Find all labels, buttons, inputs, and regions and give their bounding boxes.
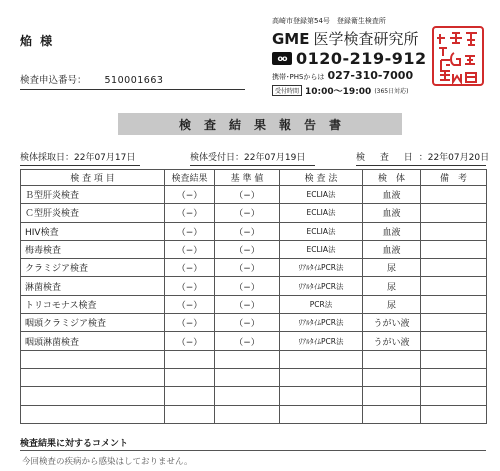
received-date: 検体受付日：22年07月19日 (190, 150, 315, 166)
cell-note (421, 259, 487, 277)
cell-specimen: 血液 (363, 186, 421, 204)
cell-item: Ｂ型肝炎検査 (21, 186, 165, 204)
reception-hours (272, 84, 432, 97)
cell-empty (280, 405, 363, 423)
header-result: 検査結果 (165, 170, 215, 186)
cell-standard: （−） (215, 259, 280, 277)
cell-specimen: 尿 (363, 277, 421, 295)
hours-note: (365日対応) (374, 88, 409, 95)
application-number-label: 検査申込番号： (20, 75, 87, 86)
header-specimen: 検 体 (363, 170, 421, 186)
table-row (21, 240, 487, 258)
cell-note (421, 295, 487, 313)
cell-standard: （−） (215, 314, 280, 332)
table-row (21, 259, 487, 277)
hours-label: 受付時間 (272, 85, 302, 96)
cell-result: （−） (165, 259, 215, 277)
hours-value: 10:00〜19:00 (305, 87, 372, 97)
cell-empty (421, 405, 487, 423)
table-row (21, 277, 487, 295)
cell-specimen: うがい液 (363, 314, 421, 332)
cell-empty (363, 368, 421, 386)
cell-empty (215, 350, 280, 368)
cell-item: トリコモナス検査 (21, 295, 165, 313)
cell-empty (280, 368, 363, 386)
cell-result: （−） (165, 332, 215, 350)
table-row (21, 314, 487, 332)
red-seal-stamp-icon (432, 26, 484, 86)
comment-text: 今回検査の疾病から感染はしておりません。 (22, 457, 193, 467)
cell-method: ECLIA法 (280, 222, 363, 240)
table-row-empty (21, 350, 487, 368)
cell-standard: （−） (215, 222, 280, 240)
cell-item: HIV検査 (21, 222, 165, 240)
application-number-value: 510001663 (104, 75, 164, 86)
header-method: 検 査 法 (280, 170, 363, 186)
cell-empty (215, 387, 280, 405)
cell-method: ﾘｱﾙﾀｲﾑPCR法 (280, 259, 363, 277)
cell-empty (165, 350, 215, 368)
document-title: 検査結果報告書 (118, 113, 402, 135)
cell-standard: （−） (215, 204, 280, 222)
freedial (272, 49, 432, 68)
cell-empty (363, 405, 421, 423)
mobile-contact (272, 69, 432, 82)
cell-empty (280, 350, 363, 368)
cell-item: Ｃ型肝炎検査 (21, 204, 165, 222)
table-row (21, 332, 487, 350)
cell-empty (165, 368, 215, 386)
table-row (21, 186, 487, 204)
cell-result: （−） (165, 240, 215, 258)
lab-name-suffix: 医学検査研究所 (313, 30, 419, 48)
table-row-empty (21, 368, 487, 386)
results-table (20, 169, 487, 424)
cell-empty (363, 387, 421, 405)
header-note: 備 考 (421, 170, 487, 186)
cell-empty (21, 405, 165, 423)
cell-specimen: 尿 (363, 295, 421, 313)
recipient-name: 焔 様 (20, 34, 55, 48)
freedial-icon: oo (272, 52, 292, 65)
lab-name-prefix: GME (272, 30, 310, 48)
cell-method: ﾘｱﾙﾀｲﾑPCR法 (280, 314, 363, 332)
cell-item: 梅毒検査 (21, 240, 165, 258)
application-number (20, 72, 245, 90)
cell-item: 咽頭クラミジア検査 (21, 314, 165, 332)
cell-note (421, 240, 487, 258)
cell-note (421, 222, 487, 240)
cell-specimen: 血液 (363, 204, 421, 222)
cell-note (421, 277, 487, 295)
cell-item: 淋菌検査 (21, 277, 165, 295)
cell-empty (215, 368, 280, 386)
cell-empty (165, 405, 215, 423)
cell-item: 咽頭淋菌検査 (21, 332, 165, 350)
cell-empty (21, 387, 165, 405)
cell-empty (165, 387, 215, 405)
cell-method: ﾘｱﾙﾀｲﾑPCR法 (280, 332, 363, 350)
header-item: 検 査 項 目 (21, 170, 165, 186)
cell-empty (21, 350, 165, 368)
cell-note (421, 332, 487, 350)
cell-standard: （−） (215, 240, 280, 258)
cell-standard: （−） (215, 186, 280, 204)
table-header-row (21, 170, 487, 186)
mobile-number[interactable]: 027-310-7000 (327, 69, 414, 82)
cell-empty (363, 350, 421, 368)
lab-name (272, 28, 432, 49)
cell-specimen: 尿 (363, 259, 421, 277)
collection-date: 検体採取日：22年07月17日 (20, 150, 140, 166)
cell-specimen: うがい液 (363, 332, 421, 350)
cell-note (421, 314, 487, 332)
cell-empty (21, 368, 165, 386)
header-standard: 基 準 値 (215, 170, 280, 186)
cell-result: （−） (165, 277, 215, 295)
exam-date-value: ：22年07月20日 (418, 153, 490, 163)
cell-standard: （−） (215, 332, 280, 350)
lab-registration: 高崎市登録第54号 登録衛生検査所 (272, 17, 386, 25)
cell-specimen: 血液 (363, 240, 421, 258)
exam-date (356, 150, 490, 166)
cell-specimen: 血液 (363, 222, 421, 240)
cell-note (421, 186, 487, 204)
cell-result: （−） (165, 295, 215, 313)
mobile-label: 携帯･PHSからは (272, 73, 325, 81)
cell-standard: （−） (215, 277, 280, 295)
lab-info (272, 16, 432, 97)
freedial-number[interactable]: 0120-219-912 (296, 49, 427, 68)
cell-result: （−） (165, 222, 215, 240)
table-row-empty (21, 387, 487, 405)
cell-result: （−） (165, 204, 215, 222)
exam-date-label: 検 査 日 (356, 153, 419, 163)
comment-title: 検査結果に対するコメント (20, 439, 129, 449)
cell-method: ECLIA法 (280, 204, 363, 222)
cell-method: ﾘｱﾙﾀｲﾑPCR法 (280, 277, 363, 295)
cell-standard: （−） (215, 295, 280, 313)
cell-empty (215, 405, 280, 423)
cell-empty (280, 387, 363, 405)
cell-result: （−） (165, 314, 215, 332)
table-row (21, 204, 487, 222)
table-row (21, 295, 487, 313)
cell-method: ECLIA法 (280, 240, 363, 258)
cell-empty (421, 350, 487, 368)
cell-result: （−） (165, 186, 215, 204)
cell-method: ECLIA法 (280, 186, 363, 204)
table-row-empty (21, 405, 487, 423)
cell-item: クラミジア検査 (21, 259, 165, 277)
cell-empty (421, 368, 487, 386)
cell-note (421, 204, 487, 222)
table-row (21, 222, 487, 240)
cell-method: PCR法 (280, 295, 363, 313)
cell-empty (421, 387, 487, 405)
